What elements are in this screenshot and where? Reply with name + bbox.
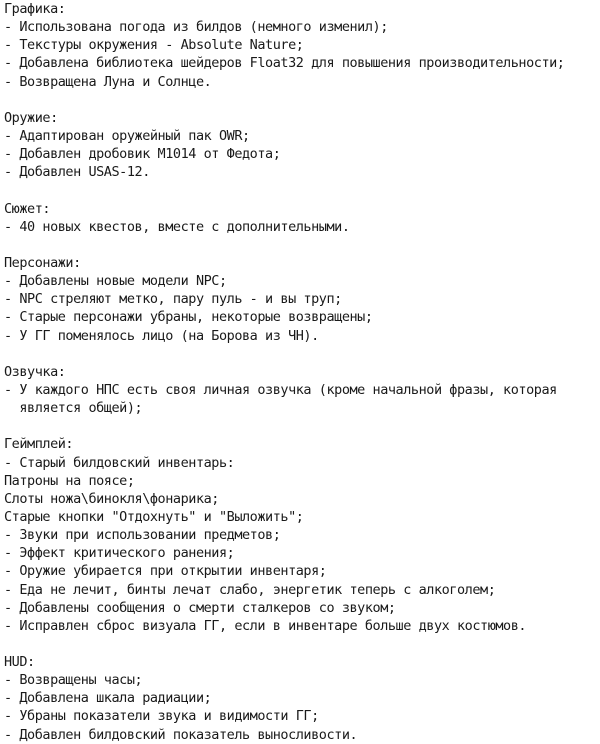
list-item: - Добавлены сообщения о смерти сталкеров со звуком;	[4, 599, 396, 616]
list-item: - Использована погода из билдов (немного изменил);	[4, 19, 388, 36]
section-heading: Геймплей:	[4, 436, 74, 453]
list-item: - Текстуры окружения - Absolute Nature;	[4, 37, 304, 54]
section-voice	[4, 363, 596, 417]
list-item: - Оружие убирается при открытии инвентаря;	[4, 563, 327, 580]
list-item: - Старые персонажи убраны, некоторые возвращены;	[4, 309, 373, 326]
list-item: - Убраны показатели звука и видимости ГГ;	[4, 708, 319, 725]
list-item: - Добавлена шкала радиации;	[4, 690, 212, 707]
list-item: - Адаптирован оружейный пак OWR;	[4, 127, 250, 144]
section-gameplay	[4, 435, 596, 635]
section-heading: Сюжет:	[4, 200, 51, 217]
list-item: - NPC стреляют метко, пару пуль - и вы труп;	[4, 291, 342, 308]
list-item: - Добавлена библиотека шейдеров Float32 для повышения производительности;	[4, 55, 565, 72]
list-item: - Эффект критического ранения;	[4, 545, 235, 562]
list-item: - Добавлен билдовский показатель выносливости.	[4, 726, 358, 743]
list-item: - Еда не лечит, бинты лечат слабо, энергетик теперь с алкоголем;	[4, 581, 496, 598]
section-heading: HUD:	[4, 654, 35, 671]
list-item: - У ГГ поменялось лицо (на Борова из ЧН).	[4, 327, 319, 344]
list-item: - 40 новых квестов, вместе с дополнительными.	[4, 218, 350, 235]
changelog-document	[4, 0, 596, 744]
list-item: - Звуки при использовании предметов;	[4, 527, 281, 544]
list-item: - Добавлены новые модели NPC;	[4, 273, 227, 290]
list-item: - Исправлен сброс визуала ГГ, если в инвентаре больше двух костюмов.	[4, 617, 527, 634]
list-item: - Добавлен USAS-12.	[4, 164, 150, 181]
section-heading: Озвучка:	[4, 363, 66, 380]
section-weapons	[4, 109, 596, 182]
list-item-continuation: является общей);	[4, 400, 143, 417]
list-item: - Возвращена Луна и Солнце.	[4, 73, 212, 90]
list-item: - Добавлен дробовик M1014 от Федота;	[4, 146, 281, 163]
section-heading: Графика:	[4, 1, 66, 17]
section-hud	[4, 653, 596, 744]
section-graphics	[4, 0, 596, 91]
sub-item: Патроны на поясе;	[4, 472, 135, 489]
section-characters	[4, 254, 596, 345]
section-heading: Персонажи:	[4, 254, 81, 271]
list-item: - Старый билдовский инвентарь:	[4, 454, 235, 471]
sub-item: Старые кнопки "Отдохнуть" и "Выложить";	[4, 508, 304, 525]
sub-item: Слоты ножа\бинокля\фонарика;	[4, 490, 219, 507]
list-item: - У каждого НПС есть своя личная озвучка (кроме начальной фразы, которая	[4, 381, 557, 398]
section-heading: Оружие:	[4, 109, 58, 126]
section-plot	[4, 200, 596, 236]
list-item: - Возвращены часы;	[4, 672, 143, 689]
